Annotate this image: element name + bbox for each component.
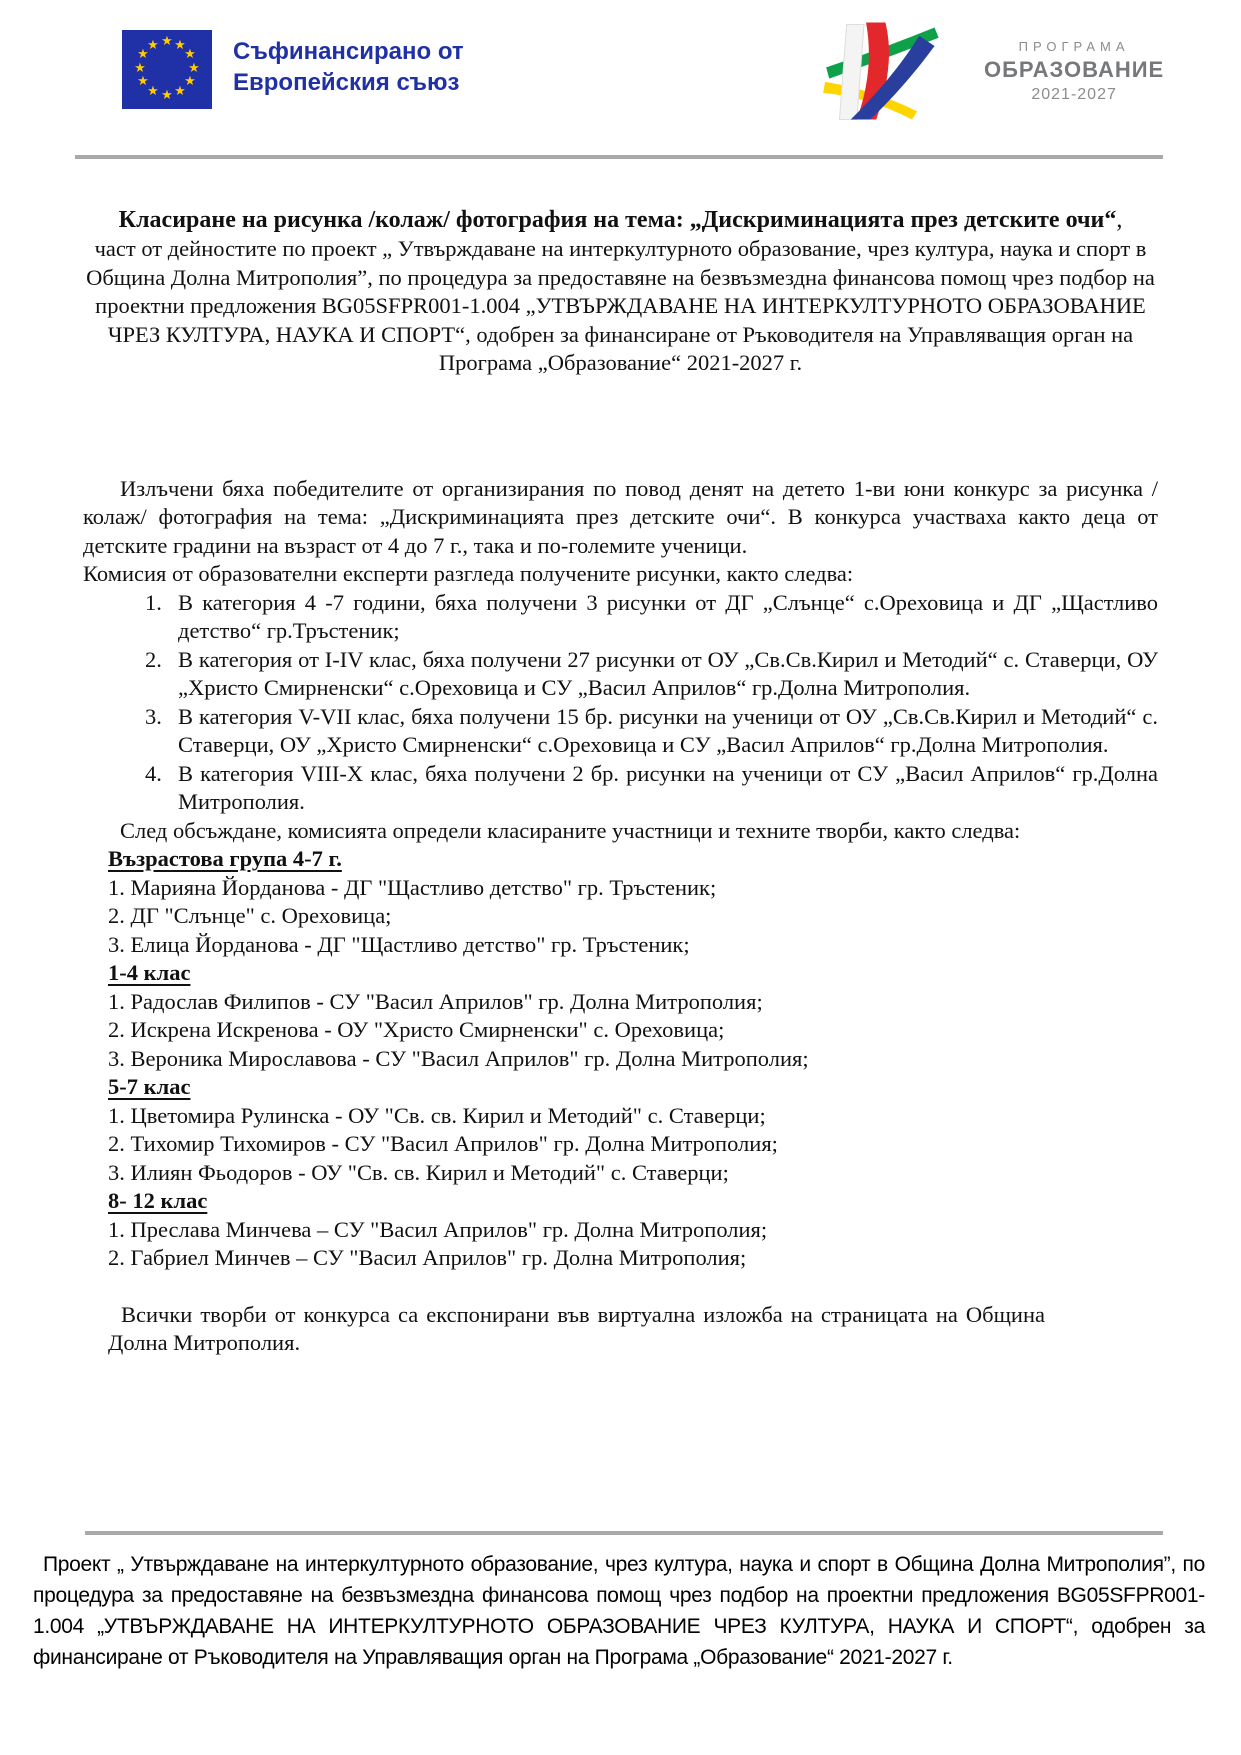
- footer-divider: [85, 1531, 1163, 1535]
- document-footer: [0, 1531, 1241, 1673]
- body-paragraph-results: След обсъждане, комисията определи класираните участници и техните творби, както следва:: [120, 817, 1021, 843]
- winner-entry: 1. Преслава Минчева – СУ "Васил Априлов" гр. Долна Митрополия;: [108, 1216, 768, 1242]
- program-logo-years: 2021-2027: [1031, 85, 1117, 103]
- winner-entry: 2. Искрена Искренова - ОУ "Христо Смирненски" с. Ореховица;: [108, 1017, 725, 1042]
- category-text: В категория VIII-X клас, бяха получени 2 бр. рисунки на ученици от СУ „Васил Априлов“ гр.Долна Митрополия.: [178, 760, 1158, 814]
- eu-flag-icon: ★ ★ ★ ★ ★ ★ ★ ★ ★ ★ ★ ★: [122, 30, 212, 109]
- category-item: [83, 703, 1158, 760]
- category-text: В категория V-VII клас, бяха получени 15 бр. рисунки на ученици от ОУ „Св.Св.Кирил и Методий“ с. Ставерци, ОУ „Христо Смирненски“ с.Ореховица и СУ „Васил Априлов“ гр.Долна Митрополия.: [178, 703, 1158, 757]
- document-title: [83, 205, 1158, 235]
- program-logo-name: ОБРАЗОВАНИЕ: [984, 56, 1165, 82]
- winner-entry: 1. Радослав Филипов - СУ "Васил Априлов" гр. Долна Митрополия;: [108, 988, 763, 1014]
- body-paragraph-commission: Комисия от образователни експерти разгледа получените рисунки, както следва:: [83, 561, 854, 586]
- body-paragraph-closing: Всички творби от конкурса са експонирани във виртуална изложба на страницата на Община Долна Митрополия.: [108, 1301, 1045, 1355]
- program-logo-label: ПРОГРАМА: [1018, 38, 1130, 54]
- footer-project-text: Проект „ Утвърждаване на интеркултурното образование, чрез култура, наука и спорт в Община Долна Митрополия”, по процедура за предоставяне на безвъзмездна финансова помощ чрез подбор на проектни предложения BG05SFPR001-1.004 „УТВЪРЖДАВАНЕ НА ИНТЕРКУЛТУРНОТО ОБРАЗОВАНИЕ ЧРЕЗ КУЛТУРА, НАУКА И СПОРТ“, одобрен за финансиране от Ръководителя на Управляващия орган на Програма „Образование“ 2021-2027 г.: [33, 1553, 1205, 1669]
- eu-logo-caption: [233, 30, 464, 109]
- category-text: В категория от I-IV клас, бяха получени 27 рисунки от ОУ „Св.Св.Кирил и Методий“ с. Ставерци, ОУ „Христо Смирненски“ с.Ореховица и СУ „Васил Априлов“ гр.Долна Митрополия.: [178, 646, 1158, 700]
- winner-entry: 2. Тихомир Тихомиров - СУ "Васил Априлов" гр. Долна Митрополия;: [108, 1131, 778, 1156]
- winner-entry: 2. ДГ "Слънце" с. Ореховица;: [108, 903, 392, 928]
- body-paragraph-intro: Излъчени бяха победителите от организирания по повод денят на детето 1-ви юни конкурс за рисунка /колаж/ фотография на тема: „Дискриминацията през детските очи“. В конкурса участваха както деца от детските градини на възраст от 4 до 7 г., така и по-големите ученици.: [83, 475, 1158, 558]
- document-title-suffix: ,: [1116, 207, 1123, 233]
- category-number: 1.: [145, 589, 162, 615]
- category-item: [83, 646, 1158, 703]
- group-heading-grade-1-4: 1-4 клас: [108, 960, 191, 985]
- category-number: 2.: [145, 646, 162, 672]
- group-heading-grade-8-12: 8- 12 клас: [108, 1188, 208, 1213]
- program-education-logo: [818, 22, 1164, 120]
- category-item: [83, 760, 1158, 817]
- header-divider: [75, 155, 1163, 159]
- group-heading-grade-5-7: 5-7 клас: [108, 1074, 191, 1099]
- winner-entry: 2. Габриел Минчев – СУ "Васил Априлов" гр. Долна Митрополия;: [108, 1245, 747, 1270]
- category-item: [83, 589, 1158, 646]
- document-title-bold: Класиране на рисунка /колаж/ фотография на тема: „Дискриминацията през детските очи“: [118, 207, 1117, 233]
- group-heading-age-4-7: Възрастова група 4-7 г.: [108, 846, 342, 871]
- document-subtitle: част от дейностите по проект „ Утвърждаване на интеркултурното образование, чрез култура, наука и спорт в Община Долна Митрополия”, по процедура за предоставяне на безвъзмездна финансова помощ чрез подбор на проектни предложения BG05SFPR001-1.004 „УТВЪРЖДАВАНЕ НА ИНТЕРКУЛТУРНОТО ОБРАЗОВАНИЕ ЧРЕЗ КУЛТУРА, НАУКА И СПОРТ“, одобрен за финансиране от Ръководителя на Управляващия орган на Програма „Образование“ 2021-2027 г.: [86, 236, 1155, 375]
- winner-entry: 3. Илиян Фьодоров - ОУ "Св. св. Кирил и Методий" с. Ставерци;: [108, 1159, 729, 1185]
- program-logo-caption: [984, 39, 1164, 104]
- eu-logo-caption-line2: Европейския съюз: [233, 69, 460, 96]
- winner-entry: 3. Елица Йорданова - ДГ "Щастливо детство" гр. Тръстеник;: [108, 931, 690, 957]
- document-header: [0, 0, 1241, 155]
- program-logo-ribbons-icon: [818, 22, 956, 120]
- winner-entry: 1. Марияна Йорданова - ДГ "Щастливо детство" гр. Тръстеник;: [108, 874, 717, 900]
- document-body: [83, 205, 1158, 1358]
- winner-entry: 3. Вероника Мирославова - СУ "Васил Априлов" гр. Долна Митрополия;: [108, 1045, 809, 1071]
- category-text: В категория 4 -7 години, бяха получени 3 рисунки от ДГ „Слънце“ с.Ореховица и ДГ „Щастливо детство“ гр.Тръстеник;: [178, 589, 1158, 643]
- eu-logo-caption-line1: Съфинансирано от: [233, 38, 464, 65]
- category-number: 3.: [145, 703, 162, 729]
- category-number: 4.: [145, 760, 162, 786]
- eu-cofunded-logo: [122, 30, 464, 109]
- winner-entry: 1. Цветомира Рулинска - ОУ "Св. св. Кирил и Методий" с. Ставерци;: [108, 1102, 766, 1128]
